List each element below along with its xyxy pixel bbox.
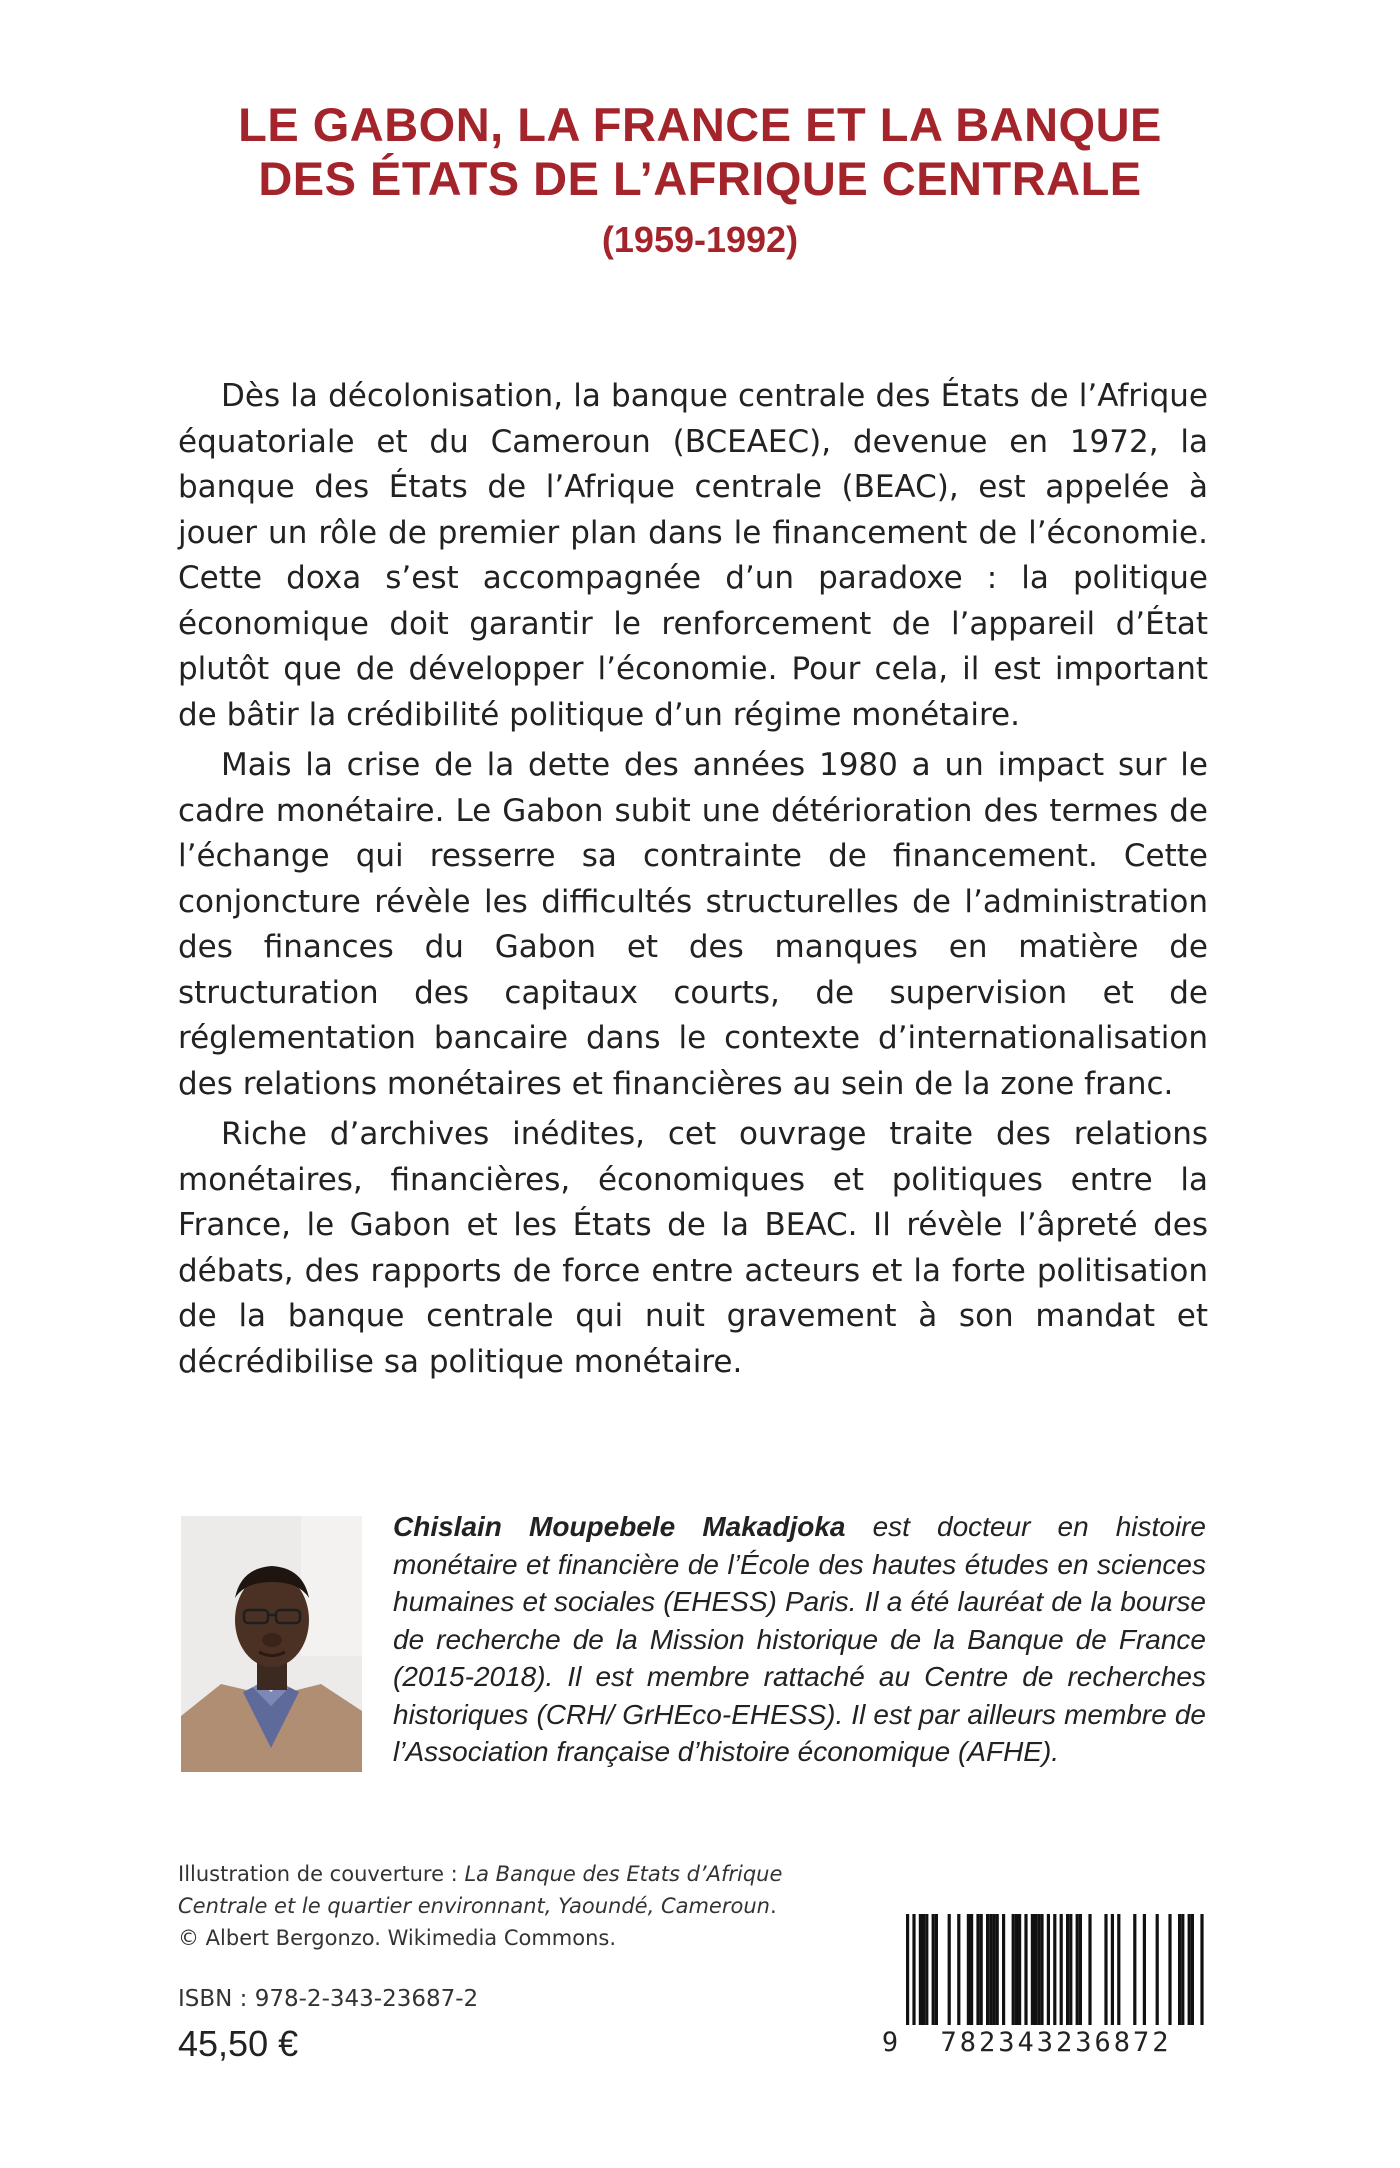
summary-paragraph-2: Mais la crise de la dette des années 1980 a un impact sur le cadre monétaire. Le Gabon subit une détérioration des termes de l’échange qui resserre sa contrainte de financement. Cette conjoncture révèle les difficultés structurelles de l’administration des finances du Gabon et des manques en matière de structuration des capitaux courts, de supervision et de réglementation bancaire dans le contexte d’internationalisation des relations monétaires et financières au sein de la zone franc. <box>178 747 1208 1102</box>
credit-copyright: © Albert Bergonzo. Wikimedia Commons. <box>178 1926 617 1950</box>
barcode-bar <box>957 1914 960 2026</box>
barcode-bar <box>970 1914 973 2026</box>
barcode-bar <box>1024 1914 1027 2026</box>
barcode-bar <box>1037 1914 1040 2026</box>
barcode-bar <box>1034 1914 1037 2026</box>
barcode-bar <box>919 1914 922 2026</box>
barcode-bar <box>989 1914 992 2026</box>
barcode-bar <box>948 1914 951 2026</box>
author-portrait-illustration <box>181 1516 362 1772</box>
barcode-bar <box>992 1914 995 2026</box>
barcode-bar <box>986 1914 989 2026</box>
book-title-line-2: DES ÉTATS DE L’AFRIQUE CENTRALE <box>258 152 1142 205</box>
barcode-bar <box>1040 1914 1043 2026</box>
isbn-barcode <box>880 1914 1206 2064</box>
barcode-lead-digit: 9 <box>881 2027 899 2058</box>
barcode-bar <box>1018 1914 1021 2026</box>
credit-label: Illustration de couverture : <box>178 1862 465 1886</box>
barcode-bar <box>1069 1914 1072 2026</box>
book-title-line-1: LE GABON, LA FRANCE ET LA BANQUE <box>238 98 1162 151</box>
barcode-bar <box>922 1914 925 2026</box>
barcode-bar <box>1191 1914 1194 2026</box>
barcode-bar <box>1156 1914 1159 2026</box>
summary-paragraph-1: Dès la décolonisation, la banque centrale des États de l’Afrique équatoriale et du Cameroun (BCEAEC), devenue en 1972, la banque des États de l’Afrique centrale (BEAC), est appelée à jouer un rôle de premier plan dans le financement de l’économie. Cette doxa s’est accompagnée d’un paradoxe : la politique économique doit garantir le renforcement de l’appareil d’État plutôt que de développer l’économie. Pour cela, il est important de bâtir la crédibilité politique d’un régime monétaire. <box>178 378 1208 733</box>
barcode-bar <box>1047 1914 1050 2026</box>
barcode-bar <box>1178 1914 1181 2026</box>
barcode-bar <box>967 1914 970 2026</box>
barcode-bar <box>1188 1914 1191 2026</box>
credit-illustration-title: La Banque des Etats d’Afrique Centrale et le quartier environnant, Yaoundé, Cameroun <box>178 1862 783 1918</box>
barcode-digits <box>880 2025 1206 2061</box>
cover-illustration-credit <box>178 1858 818 1954</box>
barcode-bar <box>1076 1914 1079 2026</box>
barcode-bar <box>1002 1914 1005 2026</box>
book-summary <box>178 374 1208 1390</box>
barcode-bar <box>976 1914 979 2026</box>
barcode-bar <box>1168 1914 1171 2026</box>
cover-title-block <box>0 98 1400 262</box>
barcode-bar <box>1104 1914 1107 2026</box>
barcode-bar <box>935 1914 938 2026</box>
barcode-bar <box>1012 1914 1015 2026</box>
barcode-bar <box>996 1914 999 2026</box>
barcode-bar <box>1031 1914 1034 2026</box>
barcode-bar <box>1088 1914 1091 2026</box>
barcode-bar <box>1066 1914 1069 2026</box>
barcode-bar <box>980 1914 983 2026</box>
barcode-bar <box>932 1914 935 2026</box>
author-photo <box>181 1516 362 1772</box>
barcode-bar <box>1079 1914 1082 2026</box>
author-biography <box>393 1508 1206 1771</box>
barcode-bar <box>1181 1914 1184 2026</box>
barcode-main-digits: 782343236872 <box>906 2025 1206 2061</box>
book-subtitle-dates: (1959-1992) <box>601 219 799 260</box>
barcode-bar <box>1015 1914 1018 2026</box>
book-price: 45,50 € <box>178 2023 299 2064</box>
author-name: Chislain Moupebele Makadjoka <box>393 1511 846 1542</box>
barcode-bar <box>925 1914 928 2026</box>
barcode-bar <box>1143 1914 1146 2026</box>
isbn-number: ISBN : 978-2-343-23687-2 <box>178 1986 479 2012</box>
summary-paragraph-3: Riche d’archives inédites, cet ouvrage traite des relations monétaires, financières, économiques et politiques entre la France, le Gabon et les États de la BEAC. Il révèle l’âpreté des débats, des rapports de force entre acteurs et la forte politisation de la banque centrale qui nuit gravement à son mandat et décrédibilise sa politique monétaire. <box>178 1116 1208 1380</box>
author-bio-text: est docteur en histoire monétaire et financière de l’École des hautes études en sciences humaines et sociales (EHESS) Paris. Il a été lauréat de la bourse de recherche de la Mission historique de la Banque de France (2015-2018). Il est membre rattaché au Centre de recherches historiques (CRH/ GrHEco-EHESS). Il est par ailleurs membre de l’Association française d’histoire économique (AFHE). <box>393 1511 1206 1767</box>
barcode-bar <box>1133 1914 1136 2026</box>
credit-suffix: . <box>769 1894 777 1918</box>
barcode-bar <box>1117 1914 1120 2026</box>
barcode-bar <box>1111 1914 1114 2026</box>
